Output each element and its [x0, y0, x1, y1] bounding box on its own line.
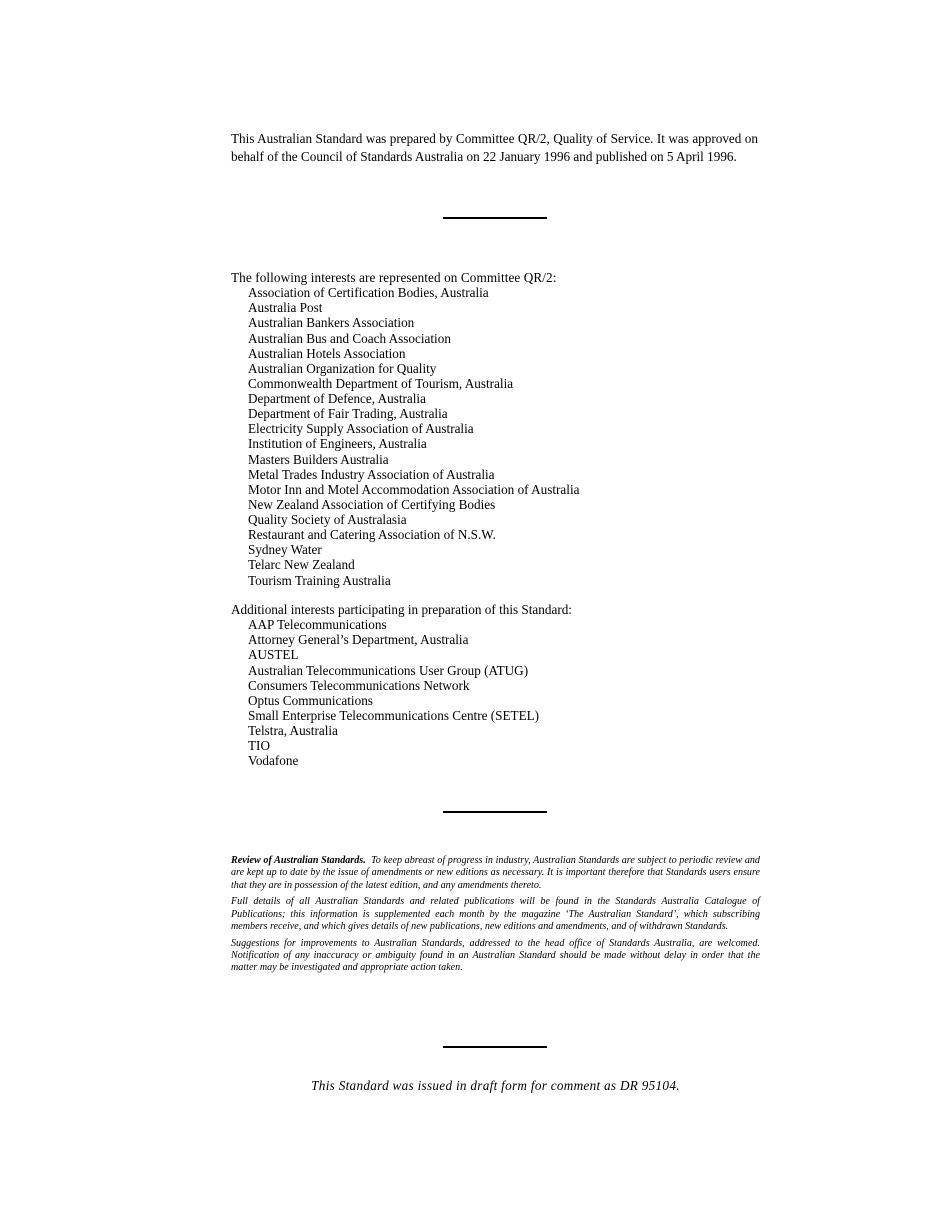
review-title: Review of Australian Standards.	[231, 855, 366, 866]
draft-statement: This Standard was issued in draft form for comment as DR 95104.	[311, 1078, 680, 1093]
additional-member: AAP Telecommunications	[248, 617, 387, 633]
committee-member: Metal Trades Industry Association of Australia	[248, 466, 495, 482]
committee-member: Tourism Training Australia	[248, 572, 391, 588]
additional-member-list	[231, 617, 760, 768]
preparation-statement: This Australian Standard was prepared by Committee QR/2, Quality of Service. It was approved on behalf of the Council of Standards Australia on 22 January 1996 and published on 5 April 1996.	[231, 131, 758, 164]
review-paragraph-1	[231, 855, 760, 892]
committee-member: Australian Bus and Coach Association	[248, 330, 451, 346]
committee-member: Sydney Water	[248, 542, 322, 558]
review-text-1: To keep abreast of progress in industry, Australian Standards are subject to periodic review and are kept up to date by the issue of amendments or new editions as necessary. It is important therefore that Standards users ensure that they are in possession of the latest edition, and any amendments thereto.	[231, 855, 760, 891]
committee-member: New Zealand Association of Certifying Bodies	[248, 496, 496, 512]
additional-member: Attorney General’s Department, Australia	[248, 632, 469, 648]
review-paragraph-3: Suggestions for improvements to Australian Standards, addressed to the head office of Standards Australia, are welcomed. Notification of any inaccuracy or ambiguity found in an Australian Standard should be made without delay in order that the matter may be investigated and appropriate action taken.	[231, 937, 760, 974]
committee-member: Quality Society of Australasia	[248, 512, 407, 527]
committee-member: Commonwealth Department of Tourism, Australia	[248, 375, 514, 391]
committee-member: Department of Defence, Australia	[248, 391, 426, 406]
additional-member: Optus Communications	[248, 692, 373, 708]
committee-member: Australian Organization for Quality	[248, 360, 437, 376]
committee-member: Institution of Engineers, Australia	[248, 436, 427, 452]
committee-interests	[231, 270, 760, 588]
additional-member: Small Enterprise Telecommunications Centre (SETEL)	[248, 707, 540, 723]
committee-member: Australian Bankers Association	[248, 315, 415, 331]
committee-member: Australia Post	[248, 300, 323, 316]
committee-member: Australian Hotels Association	[248, 345, 406, 361]
additional-member: Australian Telecommunications User Group (ATUG)	[248, 662, 529, 678]
committee-member: Department of Fair Trading, Australia	[248, 406, 448, 422]
additional-member: Telstra, Australia	[248, 723, 338, 738]
additional-heading: Additional interests participating in preparation of this Standard:	[231, 602, 572, 617]
committee-member: Association of Certification Bodies, Australia	[248, 285, 489, 301]
section-divider	[443, 1046, 547, 1048]
committee-member: Motor Inn and Motel Accommodation Association of Australia	[248, 481, 580, 497]
section-divider	[443, 811, 547, 813]
committee-member: Electricity Supply Association of Australia	[248, 421, 474, 437]
document-page	[231, 0, 760, 1230]
additional-member: AUSTEL	[248, 647, 299, 663]
committee-member-list	[231, 285, 760, 588]
committee-heading: The following interests are represented on Committee QR/2:	[231, 270, 557, 285]
additional-member: TIO	[248, 738, 270, 754]
additional-member: Vodafone	[248, 753, 299, 769]
committee-member: Restaurant and Catering Association of N.S.W.	[248, 527, 496, 543]
committee-member: Masters Builders Australia	[248, 451, 389, 467]
review-paragraph-2: Full details of all Australian Standards and related publications will be found in the Standards Australia Catalogue of Publications; this information is supplemented each month by the magazine ‘The Australian Standard’, which subscribing members receive, and which gives details of new publications, new editions and amendments, and of withdrawn Standards.	[231, 896, 760, 932]
additional-member: Consumers Telecommunications Network	[248, 677, 470, 693]
additional-interests	[231, 602, 760, 768]
committee-member: Telarc New Zealand	[248, 557, 355, 573]
review-notice	[231, 855, 760, 979]
section-divider	[443, 217, 547, 219]
